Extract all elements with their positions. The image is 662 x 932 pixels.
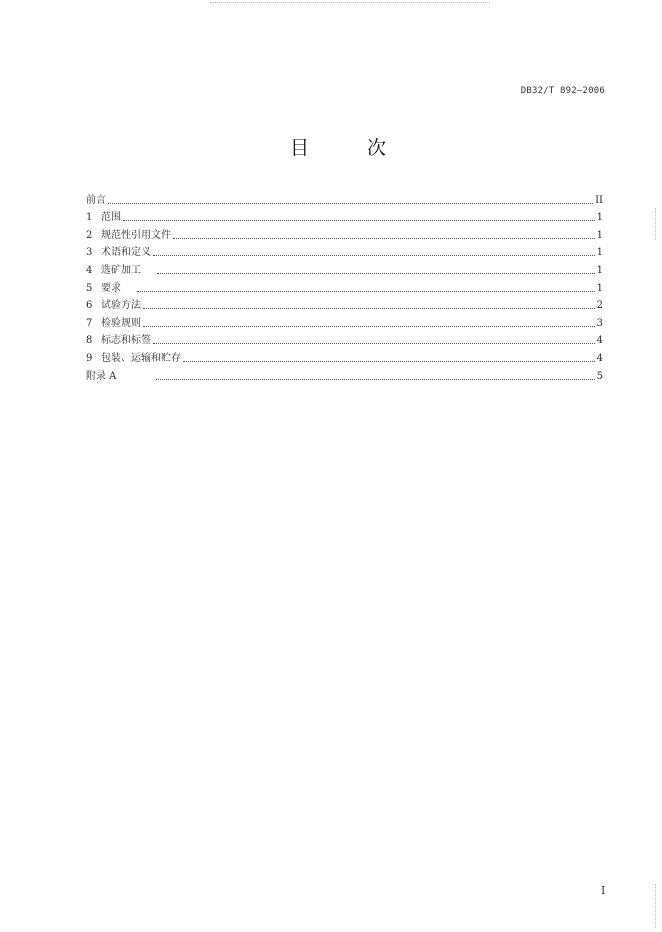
page-title: 目 次: [289, 137, 413, 159]
toc-entry-page: 1: [596, 264, 603, 276]
toc-entry-4[interactable]: [86, 259, 603, 277]
toc-entry-title: 规范性引用文件: [101, 229, 171, 241]
toc-entry-foreword[interactable]: [86, 189, 603, 207]
toc-entry-number: 8: [86, 335, 93, 347]
toc-entry-page: 1: [596, 229, 603, 241]
toc-entry-number: 4: [86, 264, 93, 276]
toc-entry-3[interactable]: [86, 242, 603, 260]
toc-entry-title: 检验规则: [101, 317, 141, 329]
dot-leader: [153, 255, 595, 256]
toc-entry-number: 7: [86, 317, 93, 329]
dot-leader: [173, 238, 595, 239]
toc-entry-page: 4: [596, 352, 603, 364]
toc-entry-number: 6: [86, 300, 93, 312]
toc-entry-page: II: [595, 194, 603, 206]
toc-entry-title: 前言: [86, 194, 106, 206]
toc-entry-page: 3: [596, 317, 603, 329]
standard-number: DB32/T 892—2006: [520, 86, 605, 96]
toc-entry-page: 1: [596, 282, 603, 294]
toc-entry-2[interactable]: [86, 224, 603, 242]
dot-leader: [137, 291, 595, 292]
toc-entry-6[interactable]: [86, 295, 603, 313]
toc-entry-7[interactable]: [86, 312, 603, 330]
toc-entry-page: 4: [596, 335, 603, 347]
dot-leader: [123, 220, 595, 221]
dot-leader: [143, 308, 595, 309]
toc-entry-title: 包装、运输和贮存: [101, 352, 181, 364]
table-of-contents: [86, 189, 603, 383]
toc-entry-title: 范围: [101, 212, 121, 224]
dot-leader: [153, 343, 595, 344]
toc-entry-page: 5: [596, 370, 603, 382]
dot-leader: [183, 361, 595, 362]
toc-entry-number: 5: [86, 282, 93, 294]
toc-entry-title: 选矿加工: [101, 264, 141, 276]
toc-entry-number: 2: [86, 229, 93, 241]
toc-entry-page: 1: [596, 212, 603, 224]
toc-entry-appendix-a[interactable]: [86, 365, 603, 383]
page-number: I: [601, 884, 606, 897]
toc-entry-number: 9: [86, 352, 93, 364]
toc-entry-title: 要求: [101, 282, 121, 294]
toc-entry-9[interactable]: [86, 347, 603, 365]
toc-entry-5[interactable]: [86, 277, 603, 295]
toc-entry-page: 1: [596, 247, 603, 259]
toc-entry-title: 术语和定义: [101, 247, 151, 259]
toc-entry-title: 附录 A: [86, 370, 117, 382]
dot-leader: [157, 273, 595, 274]
toc-entry-title: 试验方法: [101, 300, 141, 312]
scan-artifact-right: [655, 208, 657, 240]
toc-entry-number: 3: [86, 247, 93, 259]
dot-leader: [143, 326, 595, 327]
toc-entry-1[interactable]: [86, 207, 603, 225]
dot-leader: [156, 379, 594, 380]
toc-entry-8[interactable]: [86, 330, 603, 348]
toc-entry-page: 2: [596, 300, 603, 312]
scan-artifact-right-bottom: [655, 884, 657, 928]
toc-entry-title: 标志和标签: [101, 335, 151, 347]
scan-artifact-top: [210, 2, 490, 5]
dot-leader: [108, 203, 593, 204]
toc-entry-number: 1: [86, 212, 93, 224]
